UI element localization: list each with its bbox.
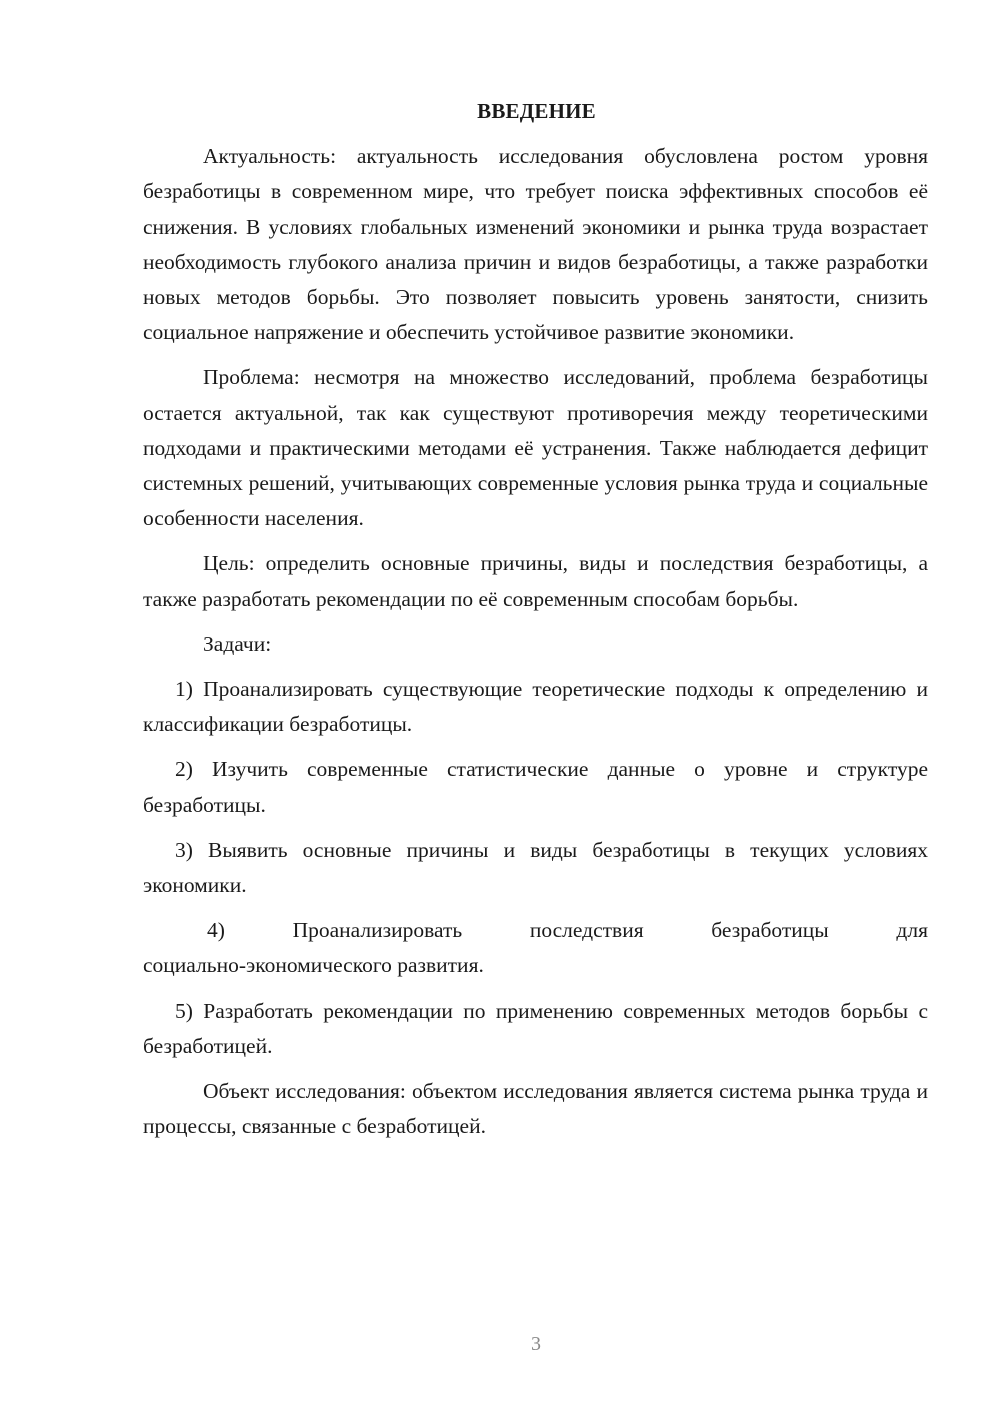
task-item-first-line (143, 913, 928, 948)
task-item: 5) Разработать рекомендации по применению современных методов борьбы с безработицей. (143, 998, 928, 1058)
page-content (143, 94, 928, 1154)
task-item-word: последствия (529, 918, 644, 943)
task-item (143, 913, 928, 983)
task-item-word: безработицы (711, 918, 829, 943)
task-item: 1) Проанализировать существующие теоретические подходы к определению и классификации безработицы. (143, 677, 928, 737)
task-item-word: для (896, 918, 928, 943)
relevance-paragraph: Актуальность: актуальность исследования обусловлена ростом уровня безработицы в современном мире, что требует поиска эффективных способов её снижения. В условиях глобальных изменений экономики и рынка труда возрастает необходимость глубокого анализа причин и видов безработицы, а также разработки новых методов борьбы. Это позволяет повысить уровень занятости, снизить социальное напряжение и обеспечить устойчивое развитие экономики. (143, 144, 928, 345)
page-number: 3 (531, 1333, 541, 1355)
goal-paragraph: Цель: определить основные причины, виды и последствия безработицы, а также разработать рекомендации по её современным способам борьбы. (143, 551, 928, 611)
tasks-label: Задачи: (203, 631, 272, 656)
task-item: 3) Выявить основные причины и виды безработицы в текущих условиях экономики. (143, 837, 928, 898)
object-paragraph: Объект исследования: объектом исследования является система рынка труда и процессы, связанные с безработицей. (143, 1079, 928, 1139)
page-title: ВВЕДЕНИЕ (477, 99, 596, 123)
task-item-word: Проанализировать (292, 918, 463, 943)
problem-paragraph: Проблема: несмотря на множество исследований, проблема безработицы остается актуальной, так как существуют противоречия между теоретическими подходами и практическими методами её устранения. Также наблюдается дефицит системных решений, учитывающих современные условия рынка труда и социальные особенности населения. (143, 365, 928, 531)
task-item-continuation: социально-экономического развития. (143, 953, 484, 978)
task-item: 2) Изучить современные статистические данные о уровне и структуре безработицы. (143, 757, 928, 817)
task-item-word: 4) (207, 918, 225, 943)
